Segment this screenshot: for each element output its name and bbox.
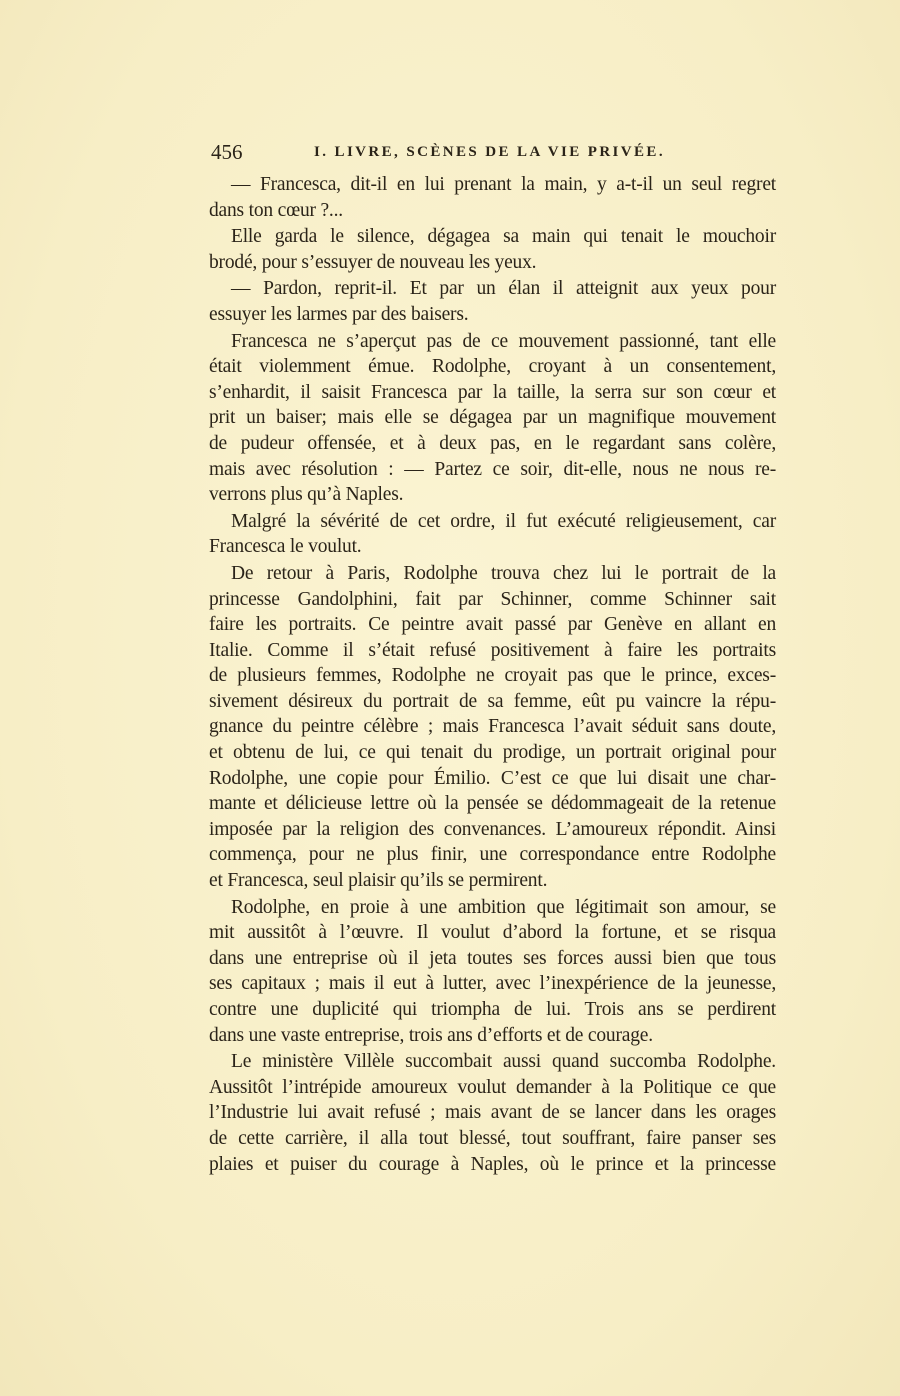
text-line: Elle garda le silence, dégagea sa main qui tenait le mouchoir (231, 226, 776, 248)
paragraph (209, 1049, 776, 1177)
text-line: commença, pour ne plus finir, une correspondance entre Rodolphe (209, 844, 776, 866)
text-line: dans ton cœur ?... (209, 199, 343, 221)
text-line: Rodolphe, en proie à une ambition que légitimait son amour, se (231, 896, 776, 918)
text-line: dans une entreprise où il jeta toutes ses forces aussi bien que tous (209, 947, 776, 969)
text-line: Francesca ne s’aperçut pas de ce mouvement passionné, tant elle (231, 330, 776, 352)
text-line: et obtenu de lui, ce qui tenait du prodige, un portrait original pour (209, 742, 776, 764)
text-line: prit un baiser; mais elle se dégagea par un magnifique mouvement (209, 407, 776, 429)
text-line: contre une duplicité qui triompha de lui. Trois ans se perdirent (209, 999, 776, 1020)
text-line: Italie. Comme il s’était refusé positivement à faire les portraits (209, 639, 776, 661)
paragraph (209, 561, 776, 894)
text-line: essuyer les larmes par des baisers. (209, 303, 469, 325)
text-line: Francesca le voulut. (209, 536, 362, 558)
text-line: et Francesca, seul plaisir qu’ils se permirent. (209, 870, 548, 892)
text-line: — Pardon, reprit-il. Et par un élan il atteignit aux yeux pour (231, 278, 776, 300)
text-line: ses capitaux ; mais il eut à lutter, avec l’inexpérience de la jeunesse, (209, 973, 776, 995)
text-line: Aussitôt l’intrépide amoureux voulut demander à la Politique ce que (209, 1076, 776, 1098)
text-line: l’Industrie lui avait refusé ; mais avant de se lancer dans les orages (209, 1102, 776, 1124)
paragraph (209, 224, 776, 275)
text-line: mit aussitôt à l’œuvre. Il voulut d’abord la fortune, et se risqua (209, 922, 776, 944)
text-line: de plusieurs femmes, Rodolphe ne croyait pas que le prince, exces- (209, 665, 776, 687)
text-line: sivement désireux du portrait de sa femme, eût pu vaincre la répu- (209, 690, 776, 712)
text-line: de pudeur offensée, et à deux pas, en le regardant sans colère, (209, 432, 776, 454)
text-line: gnance du peintre célèbre ; mais Francesca l’avait séduit sans doute, (209, 716, 776, 738)
text-line: plaies et puiser du courage à Naples, où le prince et la princesse (209, 1153, 776, 1175)
page-header (211, 140, 777, 166)
text-line: Malgré la sévérité de cet ordre, il fut exécuté religieusement, car (231, 510, 776, 532)
paragraph (209, 276, 776, 327)
text-line: Rodolphe, une copie pour Émilio. C’est ce que lui disait une char- (209, 767, 776, 789)
text-line: mais avec résolution : — Partez ce soir, dit-elle, nous ne nous re- (209, 458, 776, 480)
text-line: — Francesca, dit-il en lui prenant la main, y a-t-il un seul regret (231, 174, 776, 195)
text-line: était violemment émue. Rodolphe, croyant à un consentement, (209, 356, 776, 378)
text-line: verrons plus qu’à Naples. (209, 484, 404, 506)
paragraph (209, 329, 776, 508)
paragraph (209, 509, 776, 560)
text-line: brodé, pour s’essuyer de nouveau les yeux. (209, 251, 537, 273)
text-line: dans une vaste entreprise, trois ans d’efforts et de courage. (209, 1024, 653, 1046)
running-head: I. LIVRE, SCÈNES DE LA VIE PRIVÉE. (314, 144, 665, 160)
paragraph (209, 172, 776, 223)
text-line: imposée par la religion des convenances. L’amoureux répondit. Ainsi (209, 818, 776, 840)
text-line: s’enhardit, il saisit Francesca par la taille, la serra sur son cœur et (209, 381, 776, 403)
paragraph (209, 895, 776, 1049)
text-line: De retour à Paris, Rodolphe trouva chez lui le portrait de la (231, 562, 776, 584)
page-body-text (209, 172, 776, 1178)
page-number: 456 (211, 140, 243, 164)
text-line: faire les portraits. Ce peintre avait passé par Genève en allant en (209, 614, 776, 636)
text-line: mante et délicieuse lettre où la pensée se dédommageait de la retenue (209, 793, 776, 815)
text-line: princesse Gandolphini, fait par Schinner, comme Schinner sait (209, 588, 776, 610)
text-line: de cette carrière, il alla tout blessé, tout souffrant, faire panser ses (209, 1127, 776, 1149)
text-line: Le ministère Villèle succombait aussi quand succomba Rodolphe. (231, 1051, 776, 1073)
